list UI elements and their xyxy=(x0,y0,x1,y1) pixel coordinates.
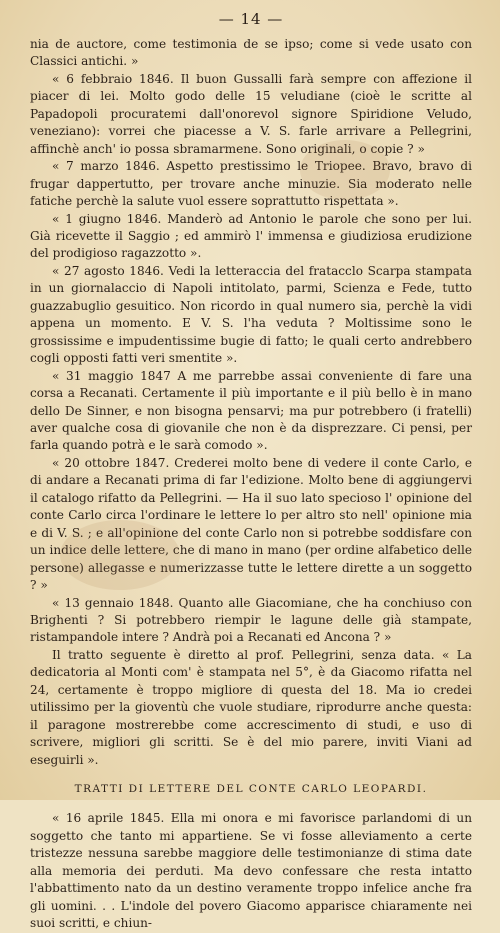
paragraph: « 7 marzo 1846. Aspetto prestissimo le Triopee. Bravo, bravo di frugar dappertutto, per trovare anche minuzie. Sia moderato nelle fatiche perchè la salute vuol essere soprattutto rispettata ». xyxy=(30,159,472,209)
paragraph: « 16 aprile 1845. Ella mi onora e mi favorisce parlandomi di un soggetto che tanto mi appartiene. Se vi fosse alleviamento a certe tristezze nessuna sarebbe maggiore delle testimonianze di stima date alla memoria dei perduti. Ma devo confessare che resta intatto l'abbattimento nato da un destino veramente troppo infelice anche fra gli uomini. . . L'indole del povero Giacomo apparisce chiaramente nei suoi scritti, e chiun- xyxy=(30,811,472,931)
paragraph: « 27 agosto 1846. Vedi la letteraccia del fratacclo Scarpa stampata in un giornalaccio di Napoli intitolato, parmi, Scienza e Fede, tutto guazzabuglio gesuitico. Non ricordo in qual numero sia, perchè la vidi appena un momento. E V. S. l'ha veduta ? Moltissime sono le grossissime e impudentissime bugie di fatto; le quali certo andrebbero cogli opposti fatti veri smentite ». xyxy=(30,263,472,366)
paragraph: « 6 febbraio 1846. Il buon Gussalli farà sempre con affezione il piacer di lei. Molto godo delle 15 veludiane (cioè le scritte al Papadopoli procuratemi dall'onorevol signore Spiridione Veludo, veneziano): vorrei che piacesse a V. S. farle arrivare a Pellegrini, affinchè anch' io possa sbramarmene. Sono originali, o copie ? » xyxy=(30,71,472,156)
paragraph: nia de auctore, come testimonia de se ipso; come si vede usato con Classici antichi. » xyxy=(30,37,472,69)
paragraph: « 13 gennaio 1848. Quanto alle Giacomiane, che ha conchiuso con Brighenti ? Si potrebbero riempir le lagune delle già stampate, ristampandole intere ? Andrà poi a Recanati ed Ancona ? » xyxy=(30,595,472,645)
body-text xyxy=(30,36,472,933)
paragraph: Il tratto seguente è diretto al prof. Pellegrini, senza data. « La dedicatoria al Monti com' è stampata nel 5°, è da Giacomo rifatta nel 24, certamente è troppo migliore di questa del 18. Ma io credei utilissimo per la gioventù che vuole studiare, riprodurre anche questa: il paragone mostrerebbe come accrescimento di studi, e uso di scrivere, migliori gli scritti. Se è del mio parere, inviti Viani ad eseguirli ». xyxy=(30,647,472,767)
paragraph: « 1 giugno 1846. Manderò ad Antonio le parole che sono per lui. Già ricevette il Saggio ; ed ammirò l' immensa e giudiziosa erudizione del prodigioso ragazzotto ». xyxy=(30,211,472,261)
paragraph: « 20 ottobre 1847. Crederei molto bene di vedere il conte Carlo, e di andare a Recanati prima di far l'edizione. Molto bene di aggiungervi il catalogo rifatto da Pellegrini. — Ha il suo lato specioso l' opinione del conte Carlo circa l'ordinare le lettere lo per altro sto nell' opinione mia e di V. S. ; e all'opinione del conte Carlo non si potrebbe soddisfare con un indice delle lettere, che di mano in mano (per ordine alfabetico delle persone) allegasse e numerizzasse tutte le lettere dirette a un soggetto ? » xyxy=(30,455,472,593)
section-heading: TRATTI DI LETTERE DEL CONTE CARLO LEOPARDI. xyxy=(74,783,428,796)
page-number: — 14 — xyxy=(218,10,284,28)
paragraph: « 31 maggio 1847 A me parrebbe assai conveniente di fare una corsa a Recanati. Certamente il più importante e il più bello è in mano dello De Sinner, e non bisogna pensarvi; ma pur potrebbero (i fratelli) aver qualche cosa di giovanile che non è da disprezzare. Ci pensi, per farla quando potrà e le sarà comodo ». xyxy=(30,368,472,453)
